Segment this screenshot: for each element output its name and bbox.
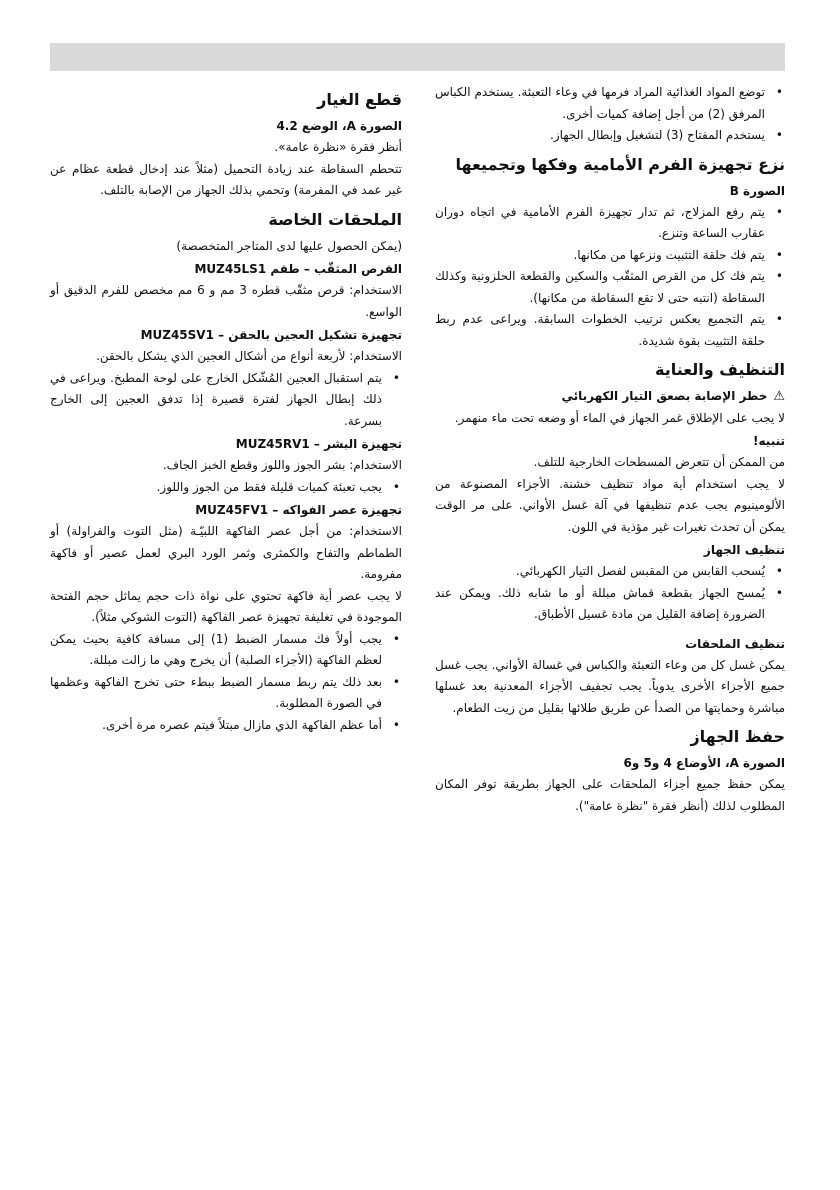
device-cleaning-title: تنظيف الجهاز xyxy=(703,543,785,557)
section-title-storage: حفظ الجهاز xyxy=(690,727,785,746)
warning-icon: ⚠ xyxy=(773,389,785,404)
dough-text: الاستخدام: لأربعة أنواع من أشكال العجين الذي يشكل بالحقن. xyxy=(96,349,402,363)
section-title-disassembly: نزع تجهيزة الفرم الأمامية وفكها وتجميعها xyxy=(455,154,785,174)
header-bar xyxy=(50,43,785,71)
right-column xyxy=(435,82,785,817)
list-item: • يجب أولاً فك مسمار الضبط (1) إلى مسافة كافية بحيث يمكن لعظم الفاكهة (الأجزاء الصلبة) أن يخرج وهي ما زالت مبللة. xyxy=(50,629,382,672)
juicer-text: لا يجب عصر أية فاكهة تحتوي على نواة ذات حجم يماثل حجم الفتحة الموجودة في تغليفة تجهيزة عصر الفاكهة (التوت الشوكي مثلاً). xyxy=(50,588,402,624)
accessories-cleaning-text: يمكن غسل كل من وعاء التعبئة والكباس في غسالة الأواني. يجب غسل جميع الأجزاء الأخرى يدوياً. يجب تجفيف الأجزاء المعدنية بعد غسلها مباشرة وحمايتها من الصدأ عن طريق طلائها بقليل من زيت الطعام. xyxy=(435,657,785,715)
list-item: • أما عظم الفاكهة الذي مازال مبتلاً فيتم عصره مرة أخرى. xyxy=(50,715,382,737)
section-title-special-accessories: الملحقات الخاصة xyxy=(268,209,402,229)
warning-heading xyxy=(435,386,785,408)
left-column xyxy=(50,82,402,736)
storage-text: يمكن حفظ جميع أجزاء الملحقات على الجهاز بطريقة توفر المكان المطلوب لذلك (أنظر فقرة "نظرة عامة"). xyxy=(435,777,785,813)
grater-title: تجهيزة البشر – MUZ45RV1 xyxy=(235,437,402,451)
spare-parts-ref: أنظر فقرة «نظرة عامة». xyxy=(274,140,402,154)
figure-reference: الصورة B xyxy=(729,183,785,198)
juicer-list xyxy=(50,629,402,737)
list-item: • يُمسح الجهاز بقطعة قماش مبللة أو ما شابه ذلك. ويمكن عند الضرورة إضافة القليل من مادة غسيل الأطباق. xyxy=(435,583,765,626)
list-item: • يُسحب القابس من المقبس لفصل التيار الكهربائي. xyxy=(435,561,765,583)
list-item: • يجب تعبئة كميات قليلة فقط من الجوز واللوز. xyxy=(50,477,382,499)
attention-text: من الممكن أن تتعرض المسطحات الخارجية للتلف. xyxy=(533,455,785,469)
list-item: • يتم استقبال العجين المُشّكل الخارج على لوحة المطبخ. ويراعى في ذلك إبطال الجهاز لفترة قصيرة إذا تدفق العجين إلى الخارج بسرعة. xyxy=(50,368,382,433)
grater-list xyxy=(50,477,402,499)
section-title-spare-parts: قطع الغيار xyxy=(317,90,402,109)
attention-text: لا يجب استخدام أية مواد تنظيف خشنة. الأجزاء المصنوعة من الألومينيوم يجب عدم تنظيفها في آلة غسل الأواني. على مر الوقت يمكن أن تحدث تغيرات غير مؤذية في اللون. xyxy=(435,476,785,534)
accessories-note: (يمكن الحصول عليها لدى المتاجر المتخصصة) xyxy=(176,238,402,253)
device-cleaning-list xyxy=(435,561,785,626)
list-item: • يتم التجميع بعكس ترتيب الخطوات السابقة. ويراعى عدم ربط حلقة التثبيت بقوة شديدة. xyxy=(435,309,765,352)
juicer-text: الاستخدام: من أجل عصر الفاكهة اللبيّـة (مثل التوت والفراولة) أو الطماطم والتفاح والكمثرى وثمر الورد البري لعمل عصير أو فاكهة مفرومة. xyxy=(50,524,402,581)
list-item: • يتم رفع المزلاج، ثم تدار تجهيزة الفرم الأمامية في اتجاه دوران عقارب الساعة وتنزع. xyxy=(435,202,765,245)
grater-text: الاستخدام: بشر الجوز واللوز وقطع الخبز الجاف. xyxy=(162,458,402,472)
list-item: • يستخدم المفتاح (3) لتشغيل وإبطال الجهاز. xyxy=(435,125,765,147)
intro-list xyxy=(435,82,785,147)
warning-text: لا يجب على الإطلاق غمر الجهاز في الماء أو وضعه تحت ماء منهمر. xyxy=(454,410,785,425)
dough-title: تجهيزة تشكيل العجين بالحقن – MUZ45SV1 xyxy=(140,328,402,342)
spare-parts-text: تتحطم السقاطة عند زيادة التحميل (مثلاً عند إدخال قطعة عظام عن غير عمد في المفرمة) وتحمي بذلك الجهاز من الإصابة بالتلف. xyxy=(50,161,402,197)
warning-title: خطر الإصابة بصعق التيار الكهربائي xyxy=(561,389,768,404)
disassembly-list xyxy=(435,202,785,353)
attention-title: تنبيه! xyxy=(753,434,785,448)
disc-title: القرص المثقّب – طقم MUZ45LS1 xyxy=(194,262,402,276)
list-item: • يتم فك كل من القرص المثقّب والسكين والقطعة الحلزونية وكذلك السقاطة (انتبه حتى لا تقع السقاطة من مكانها). xyxy=(435,266,765,309)
juicer-title: تجهيزة عصر الفواكه – MUZ45FV1 xyxy=(195,503,402,517)
list-item: • توضع المواد الغذائية المراد فرمها في وعاء التعبئة. يستخدم الكباس المرفق (2) من أجل إضافة كميات أخرى. xyxy=(435,82,765,125)
section-title-cleaning: التنظيف والعناية xyxy=(654,360,785,379)
accessories-cleaning-title: تنظيف الملحقات xyxy=(685,636,785,651)
list-item: • بعد ذلك يتم ربط مسمار الضبط ببطء حتى تخرج الفاكهة وعظمها في الصورة المطلوبة. xyxy=(50,672,382,715)
dough-list xyxy=(50,368,402,433)
figure-reference: الصورة A، الأوضاع 4 و5 و6 xyxy=(623,756,785,770)
figure-reference: الصورة A، الوضع 4.2 xyxy=(276,119,402,133)
disc-text: الاستخدام: قرص مثقّب قطره 3 مم و 6 مم مخصص للفرم الدقيق أو الواسع. xyxy=(50,283,402,319)
list-item: • يتم فك حلقة التثبيت ونزعها من مكانها. xyxy=(435,245,765,267)
